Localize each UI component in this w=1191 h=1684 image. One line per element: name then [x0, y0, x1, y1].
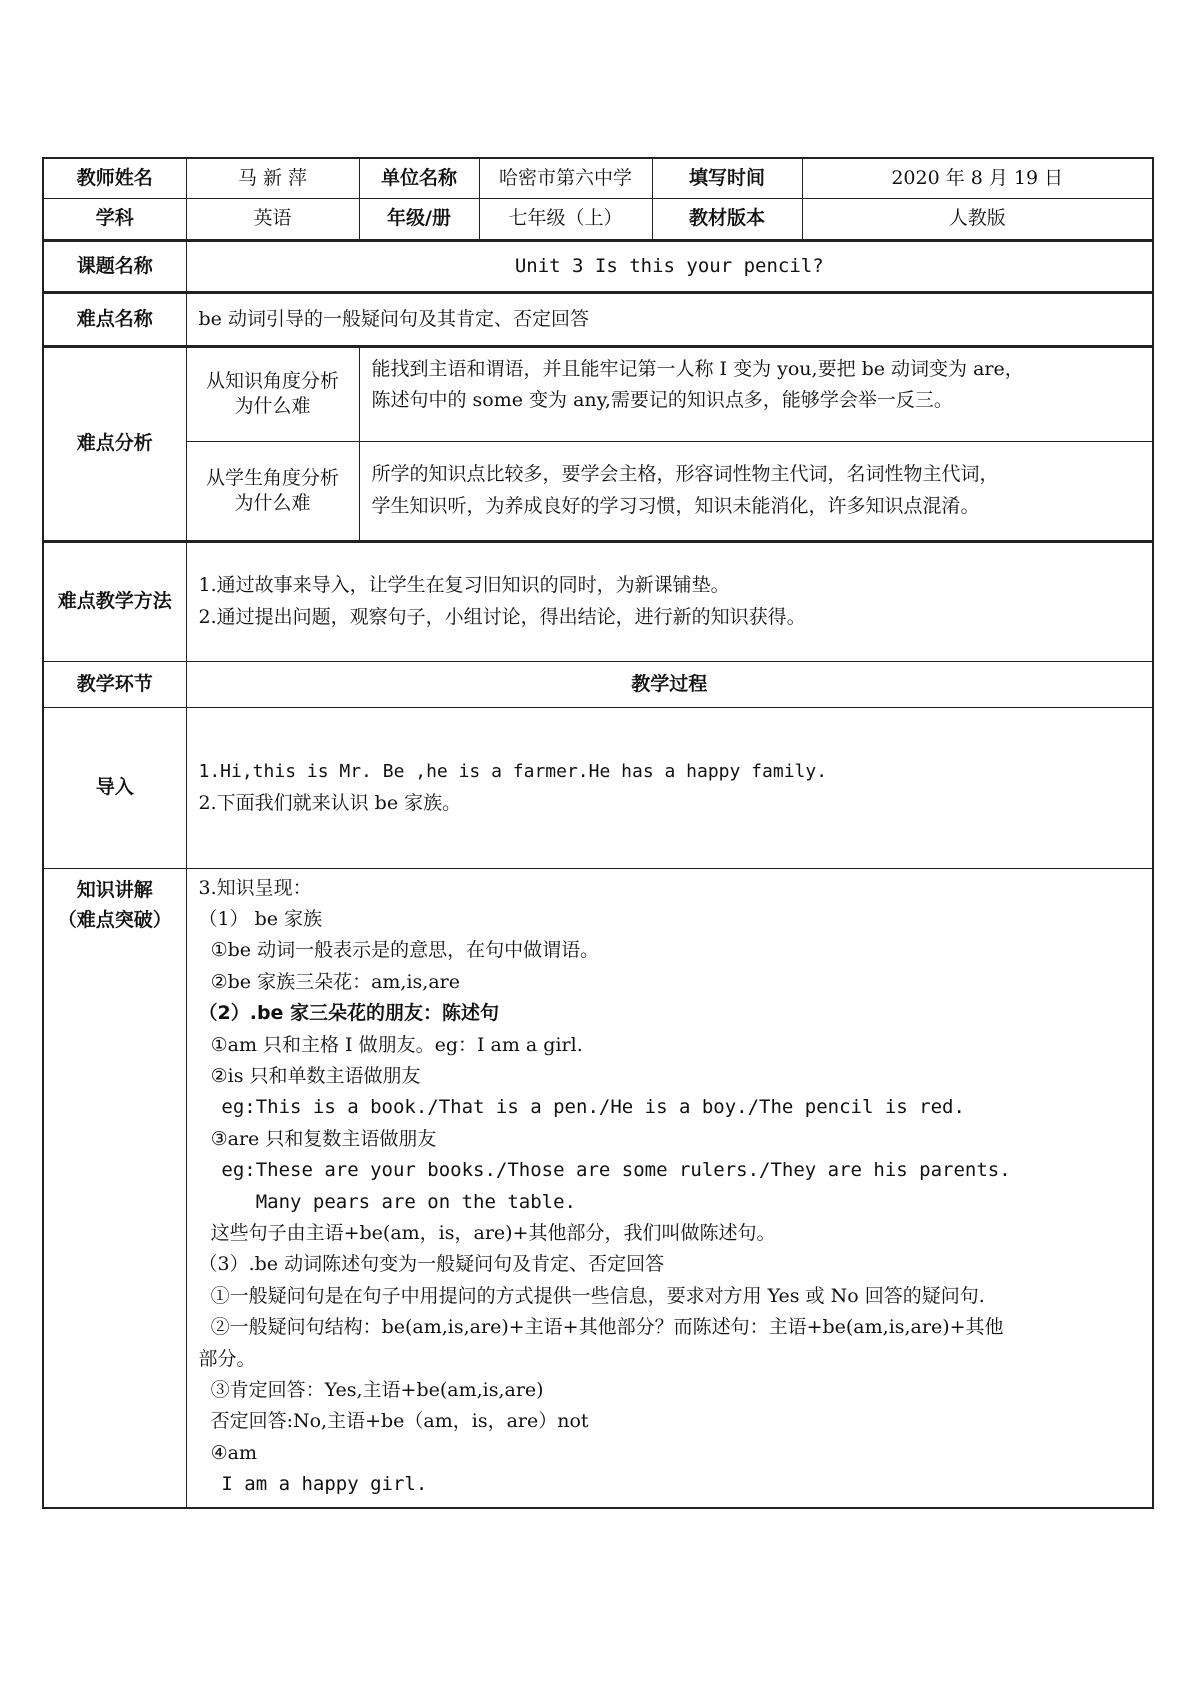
knowledge-line: 否定回答:No,主语+be（am，is，are）not — [198, 1410, 589, 1433]
student-angle-label-line-1: 从学生角度分析 — [205, 466, 339, 489]
method-line-2: 2.通过提出问题，观察句子，小组讨论，得出结论，进行新的知识获得。 — [198, 605, 806, 628]
unit-value: 哈密市第六中学 — [479, 158, 652, 198]
knowledge-angle-label-line-1: 从知识角度分析 — [205, 370, 339, 393]
method-text — [186, 541, 1153, 661]
difficulty-label: 难点名称 — [43, 292, 186, 346]
unit-label: 单位名称 — [359, 158, 479, 198]
analysis-label: 难点分析 — [43, 346, 186, 541]
knowledge-line: ④am — [198, 1441, 257, 1464]
knowledge-label — [43, 868, 186, 1508]
knowledge-content — [186, 868, 1153, 1508]
intro-line-2: 2.下面我们就来认识 be 家族。 — [198, 791, 462, 814]
knowledge-line: 部分。 — [198, 1347, 256, 1370]
edition-label: 教材版本 — [652, 198, 802, 240]
intro-line-1: 1.Hi,this is Mr. Be ,he is a farmer.He has a happy family. — [198, 761, 828, 783]
knowledge-line: 这些句子由主语+be(am，is，are)+其他部分，我们叫做陈述句。 — [198, 1221, 776, 1244]
stage-header: 教学环节 — [43, 661, 186, 707]
grade-label: 年级/册 — [359, 198, 479, 240]
analysis-row-student — [43, 441, 1153, 541]
intro-label: 导入 — [43, 707, 186, 868]
knowledge-angle-text-line-2: 陈述句中的 some 变为 any,需要记的知识点多，能够学会举一反三。 — [371, 388, 953, 411]
grade-value: 七年级（上） — [479, 198, 652, 240]
info-row-1 — [43, 158, 1153, 198]
knowledge-line: ①am 只和主格 I 做朋友。eg：I am a girl. — [198, 1033, 583, 1056]
date-label: 填写时间 — [652, 158, 802, 198]
intro-row — [43, 707, 1153, 868]
knowledge-label-line-1: 知识讲解 — [76, 878, 153, 901]
knowledge-angle-label-line-2: 为什么难 — [234, 395, 311, 417]
knowledge-line: ③are 只和复数主语做朋友 — [198, 1127, 437, 1150]
knowledge-angle-text-line-1: 能找到主语和谓语，并且能牢记第一人称 I 变为 you,要把 be 动词变为 are， — [371, 357, 1024, 380]
knowledge-line: eg:These are your books./Those are some rulers./They are his parents. — [198, 1159, 1011, 1182]
topic-label: 课题名称 — [43, 240, 186, 292]
topic-row — [43, 240, 1153, 292]
subject-value: 英语 — [186, 198, 359, 240]
topic-value: Unit 3 Is this your pencil? — [186, 240, 1153, 292]
date-value: 2020 年 8 月 19 日 — [802, 158, 1153, 198]
intro-text — [186, 707, 1153, 868]
knowledge-label-line-2: （难点突破） — [57, 908, 172, 931]
process-header: 教学过程 — [186, 661, 1153, 707]
method-row — [43, 541, 1153, 661]
difficulty-row — [43, 292, 1153, 346]
method-label: 难点教学方法 — [43, 541, 186, 661]
knowledge-line: ①一般疑问句是在句子中用提问的方式提供一些信息，要求对方用 Yes 或 No 回答的疑问句. — [198, 1284, 985, 1307]
knowledge-row — [43, 868, 1153, 1508]
edition-value: 人教版 — [802, 198, 1153, 240]
student-angle-text-line-1: 所学的知识点比较多，要学会主格，形容词性物主代词，名词性物主代词， — [371, 463, 999, 486]
knowledge-line: I am a happy girl. — [198, 1473, 428, 1496]
knowledge-line: 3.知识呈现： — [198, 876, 312, 899]
knowledge-line: （1） be 家族 — [198, 907, 323, 930]
knowledge-line: （3）.be 动词陈述句变为一般疑问句及肯定、否定回答 — [198, 1253, 665, 1276]
knowledge-line: ②is 只和单数主语做朋友 — [198, 1064, 421, 1087]
analysis-row-knowledge — [43, 346, 1153, 441]
student-angle-text-line-2: 学生知识听，为养成良好的学习习惯，知识未能消化，许多知识点混淆。 — [371, 494, 980, 517]
student-angle-label-line-2: 为什么难 — [234, 491, 311, 514]
teacher-label: 教师姓名 — [43, 158, 186, 198]
subject-label: 学科 — [43, 198, 186, 240]
method-line-1: 1.通过故事来导入，让学生在复习旧知识的同时，为新课铺垫。 — [198, 574, 730, 597]
knowledge-angle-text — [359, 346, 1153, 441]
knowledge-line: eg:This is a book./That is a pen./He is a boy./The pencil is red. — [198, 1096, 965, 1119]
difficulty-value: be 动词引导的一般疑问句及其肯定、否定回答 — [186, 292, 1153, 346]
knowledge-line: ②一般疑问句结构：be(am,is,are)+主语+其他部分？而陈述句：主语+be(am,is,are)+其他 — [198, 1316, 1004, 1339]
knowledge-line: Many pears are on the table. — [198, 1190, 576, 1213]
process-header-row — [43, 661, 1153, 707]
knowledge-line: ①be 动词一般表示是的意思，在句中做谓语。 — [198, 939, 600, 962]
knowledge-line: （2）.be 家三朵花的朋友：陈述句 — [198, 1002, 500, 1025]
knowledge-line: ②be 家族三朵花：am,is,are — [198, 970, 460, 993]
teacher-value: 马 新 萍 — [186, 158, 359, 198]
knowledge-angle-label — [186, 346, 359, 441]
student-angle-label — [186, 441, 359, 541]
student-angle-text — [359, 441, 1153, 541]
knowledge-line: ③肯定回答：Yes,主语+be(am,is,are) — [198, 1379, 544, 1401]
info-row-2 — [43, 198, 1153, 240]
lesson-plan-table — [42, 157, 1154, 1509]
